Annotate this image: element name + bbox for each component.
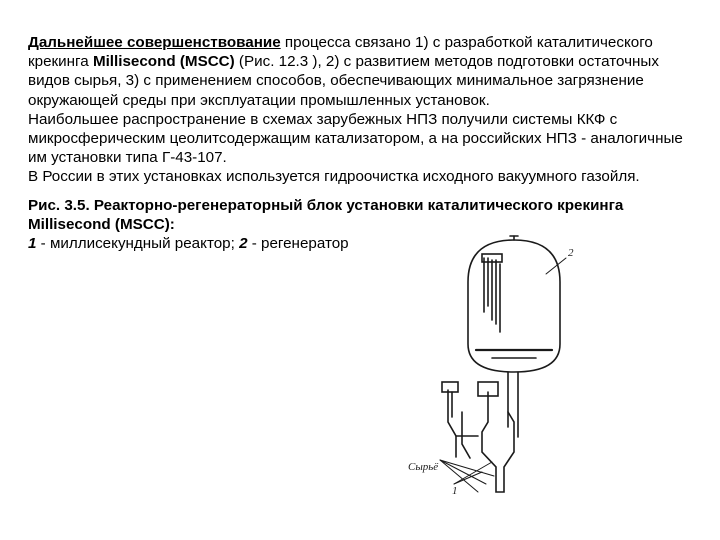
paragraph-line-1 <box>28 33 700 110</box>
feed-lines <box>440 460 494 492</box>
lead-text-part-2: (Рис. 12.3 ), 2) с развитием методов подготовки остаточных видов сырья, 3) с применением способов, обеспечивающих минимальное загрязнение окружающей среды при эксплуатации промышленных установок. <box>28 53 659 109</box>
process-name-bold: Millisecond (MSCC) <box>92 53 235 71</box>
caption-title: Рис. 3.5. Реакторно-регенераторный блок установки каталитического крекинга Millisecond (MSCC): <box>28 197 624 234</box>
lead-text-part-1: процесса связано 1) с разработкой каталитического крекинга <box>28 34 653 71</box>
main-paragraph <box>28 33 700 187</box>
cyclone-group <box>482 254 502 332</box>
legend-text-2: - регенератор <box>247 235 349 253</box>
lead-underlined-text: Дальнейшее совершенствование <box>28 34 281 51</box>
legend-num-2: 2 <box>239 235 248 253</box>
figure-label-2: 2 <box>568 247 574 259</box>
paragraph-line-3: В России в этих установках используется гидроочистка исходного вакуумного газойля. <box>28 168 640 186</box>
reactor-regenerator-drawing <box>396 222 596 522</box>
caption-legend <box>28 234 700 253</box>
figure-label-1: 1 <box>452 485 458 497</box>
legend-text-1: - миллисекундный реактор; <box>36 235 240 253</box>
legend-num-1: 1 <box>28 235 37 253</box>
figure-label-feed: Сырьё <box>408 461 439 473</box>
paragraph-line-2: Наибольшее распространение в схемах зарубежных НПЗ получили системы ККФ с микросферическим цеолитсодержащим катализатором, а на российских НПЗ - аналогичные им установки типа Г-43-107. <box>28 110 683 167</box>
reactor-body <box>482 392 514 492</box>
figure-caption <box>28 196 700 254</box>
